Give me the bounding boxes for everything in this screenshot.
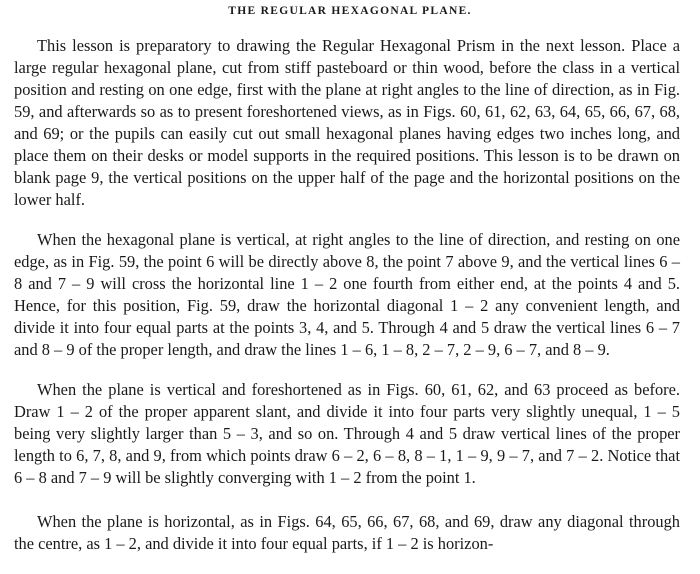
paragraph-intro: This lesson is preparatory to drawing the Regular Hexagonal Prism in the next lesson. Place a large regular hexagonal plane, cut from stiff pasteboard or thin wood, before the class in a vertical position and resting on one edge, first with the plane at right angles to the line of direction, as in Fig. 59, and afterwards so as to present foreshortened views, as in Figs. 60, 61, 62, 63, 64, 65, 66, 67, 68, and 69; or the pupils can easily cut out small hexagonal planes having edges two inches long, and place them on their desks or model supports in the required positions. This lesson is to be drawn on blank page 9, the vertical positions on the upper half of the page and the horizontal positions on the lower half. <box>14 36 680 209</box>
paragraph-foreshortened-plane: When the plane is vertical and foreshortened as in Figs. 60, 61, 62, and 63 proceed as before. Draw 1 – 2 of the proper apparent slant, and divide it into four parts very slightly unequal, 1 – 5 being very slightly larger than 5 – 3, and so on. Through 4 and 5 draw vertical lines of the proper length to 6, 7, 8, and 9, from which points draw 6 – 2, 6 – 8, 8 – 1, 1 – 9, 9 – 7, and 7 – 2. Notice that 6 – 8 and 7 – 9 will be slightly converging with 1 – 2 from the point 1. <box>14 380 680 487</box>
paragraph-vertical-plane: When the hexagonal plane is vertical, at right angles to the line of direction, and resting on one edge, as in Fig. 59, the point 6 will be directly above 8, the point 7 above 9, and the vertical lines 6 – 8 and 7 – 9 will cross the horizontal line 1 – 2 one fourth from either end, at the points 4 and 5. Hence, for this position, Fig. 59, draw the horizontal diagonal 1 – 2 any convenient length, and divide it into four equal parts at the points 3, 4, and 5. Through 4 and 5 draw the vertical lines 6 – 7 and 8 – 9 of the proper length, and draw the lines 1 – 6, 1 – 8, 2 – 7, 2 – 9, 6 – 7, and 8 – 9. <box>14 230 680 359</box>
page-title: THE REGULAR HEXAGONAL PLANE. <box>228 5 472 17</box>
paragraph-horizontal-plane: When the plane is horizontal, as in Figs. 64, 65, 66, 67, 68, and 69, draw any diagonal through the centre, as 1 – 2, and divide it into four equal parts, if 1 – 2 is horizon- <box>14 512 680 553</box>
